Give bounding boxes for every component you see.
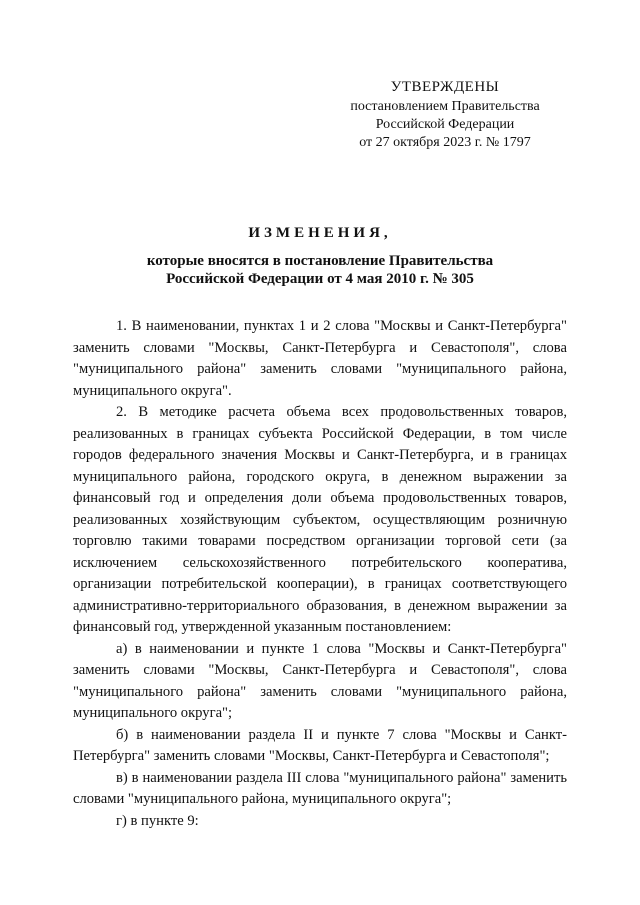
- paragraph-item-2: 2. В методике расчета объема всех продовольственных товаров, реализованных в границах субъекта Российской Федерации, в том числе городов федерального значения Москвы и Санкт-Петербурга, и в границах муниципального района, городского округа, в денежном выражении за финансовый год и определения доли объема продовольственных товаров, реализованных хозяйствующим субъектом, осуществляющим розничную торговлю такими товарами посредством организации торговой сети (за исключением сельскохозяйственного потребительского кооператива, организации потребительской кооперации), в границах соответствующего административно-территориального образования, в денежном выражении за финансовый год, утвержденной указанным постановлением:: [73, 404, 567, 635]
- approval-title: УТВЕРЖДЕНЫ: [390, 79, 500, 95]
- document-subtitle-line-1: которые вносятся в постановление Правительства: [146, 253, 494, 269]
- subparagraph-v: в) в наименовании раздела III слова "муниципального района" заменить словами "муниципального района, муниципального округа";: [73, 769, 567, 807]
- subparagraph-b: б) в наименовании раздела II и пункте 7 слова "Москвы и Санкт-Петербурга" заменить словами "Москвы, Санкт-Петербурга и Севастополя";: [73, 726, 567, 764]
- document-subtitle-line-2: Российской Федерации от 4 мая 2010 г. № 305: [166, 271, 474, 287]
- document-body: [73, 316, 567, 832]
- approval-line-2: Российской Федерации: [375, 117, 515, 132]
- paragraph-item-1: 1. В наименовании, пунктах 1 и 2 слова "Москвы и Санкт-Петербурга" заменить словами "Москвы, Санкт-Петербурга и Севастополя", слова "муниципального района" заменить словами "муниципального района, муниципального округа".: [73, 318, 567, 399]
- document-title: ИЗМЕНЕНИЯ,: [248, 225, 392, 241]
- subparagraph-g: г) в пункте 9:: [116, 812, 199, 829]
- subparagraph-a: а) в наименовании и пункте 1 слова "Москвы и Санкт-Петербурга" заменить словами "Москвы, Санкт-Петербурга и Севастополя", слова "муниципального района" заменить словами "муниципального района, муниципального округа";: [73, 640, 567, 721]
- document-heading: [60, 225, 580, 288]
- approval-stamp: [330, 78, 560, 152]
- approval-line-1: постановлением Правительства: [350, 99, 540, 114]
- approval-line-3: от 27 октября 2023 г. № 1797: [359, 135, 531, 150]
